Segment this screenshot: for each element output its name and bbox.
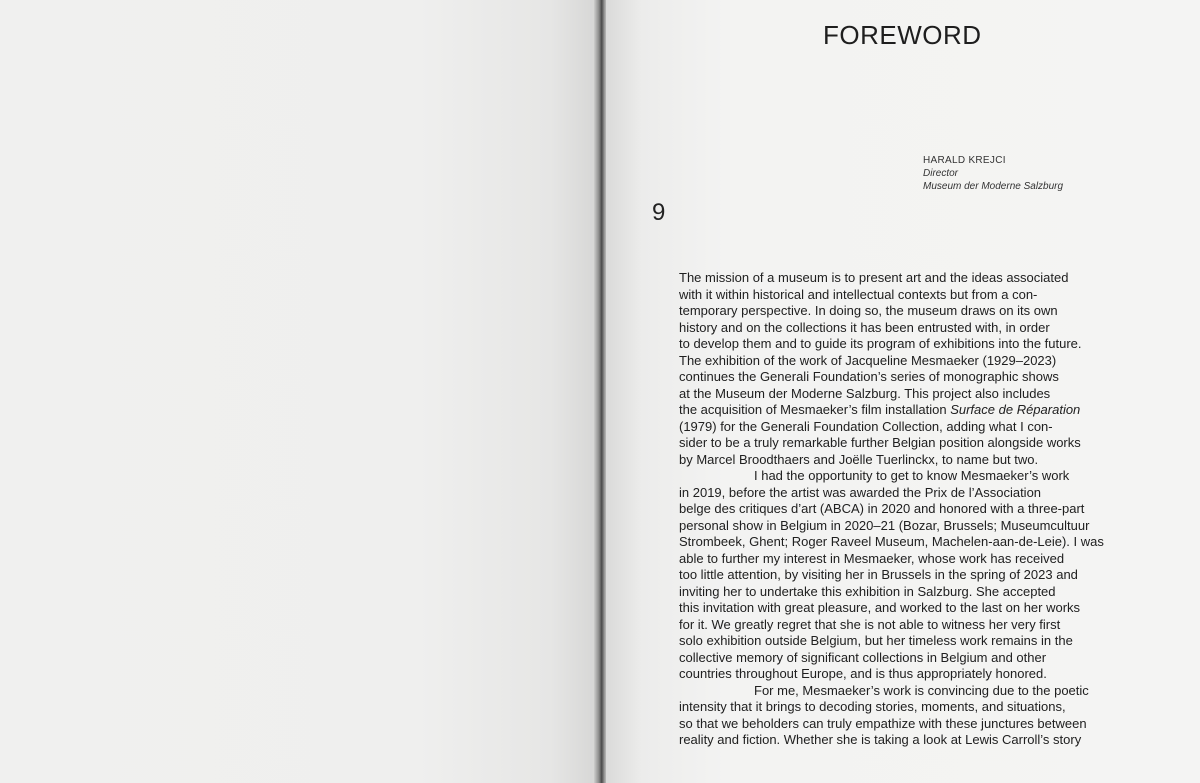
author-name: HARALD KREJCI: [923, 155, 1006, 166]
body-line: so that we beholders can truly empathize with these junctures between: [679, 715, 1087, 731]
body-line: For me, Mesmaeker’s work is convincing due to the poetic: [754, 682, 1089, 698]
body-line: solo exhibition outside Belgium, but her timeless work remains in the: [679, 633, 1073, 648]
body-line: for it. We greatly regret that she is not able to witness her very first: [679, 616, 1061, 632]
body-line-with-title: [679, 402, 1115, 419]
body-line: Strombeek, Ghent; Roger Raveel Museum, Machelen-aan-de-Leie). I was: [679, 534, 1104, 549]
body-line: with it within historical and intellectual contexts but from a con-: [679, 286, 1038, 302]
body-line: at the Museum der Moderne Salzburg. This project also includes: [679, 385, 1051, 401]
body-line: by Marcel Broodthaers and Joëlle Tuerlinckx, to name but two.: [679, 451, 1039, 467]
body-line: temporary perspective. In doing so, the museum draws on its own: [679, 303, 1058, 318]
body-line: intensity that it brings to decoding stories, moments, and situations,: [679, 699, 1066, 714]
body-line: history and on the collections it has been entrusted with, in order: [679, 319, 1050, 335]
body-line: in 2019, before the artist was awarded the Prix de l’Association: [679, 484, 1042, 500]
body-line: collective memory of significant collections in Belgium and other: [679, 649, 1047, 665]
body-line: countries throughout Europe, and is thus appropriately honored.: [679, 666, 1047, 681]
chapter-title: FOREWORD: [823, 20, 982, 50]
artwork-title: Surface de Réparation: [950, 402, 1081, 417]
body-line: The exhibition of the work of Jacqueline Mesmaeker (1929–2023): [679, 352, 1057, 368]
body-line: (1979) for the Generali Foundation Collection, adding what I con-: [679, 418, 1053, 434]
left-page-blank: [0, 0, 598, 783]
body-text: [679, 270, 1115, 749]
body-line: too little attention, by visiting her in Brussels in the spring of 2023 and: [679, 567, 1078, 582]
author-organization: Museum der Moderne Salzburg: [923, 181, 1064, 192]
author-role: Director: [923, 168, 959, 179]
body-line: reality and fiction. Whether she is taking a look at Lewis Carroll’s story: [679, 732, 1082, 747]
body-line: this invitation with great pleasure, and worked to the last on her works: [679, 600, 1081, 615]
author-block: [923, 154, 1063, 193]
body-line: I had the opportunity to get to know Mesmaeker’s work: [754, 468, 1070, 483]
body-line: sider to be a truly remarkable further Belgian position alongside works: [679, 435, 1081, 450]
body-line: to develop them and to guide its program of exhibitions into the future.: [679, 336, 1082, 351]
body-line-fragment: the acquisition of Mesmaeker’s film installation: [679, 402, 951, 417]
body-line: belge des critiques d’art (ABCA) in 2020 and honored with a three-part: [679, 501, 1085, 516]
body-line: continues the Generali Foundation’s series of monographic shows: [679, 369, 1059, 384]
body-line: inviting her to undertake this exhibition in Salzburg. She accepted: [679, 583, 1056, 599]
page-number: 9: [652, 199, 666, 226]
body-line: personal show in Belgium in 2020–21 (Bozar, Brussels; Museumcultuur: [679, 517, 1090, 533]
body-line: The mission of a museum is to present art and the ideas associated: [679, 270, 1069, 285]
body-line: able to further my interest in Mesmaeker, whose work has received: [679, 550, 1065, 566]
